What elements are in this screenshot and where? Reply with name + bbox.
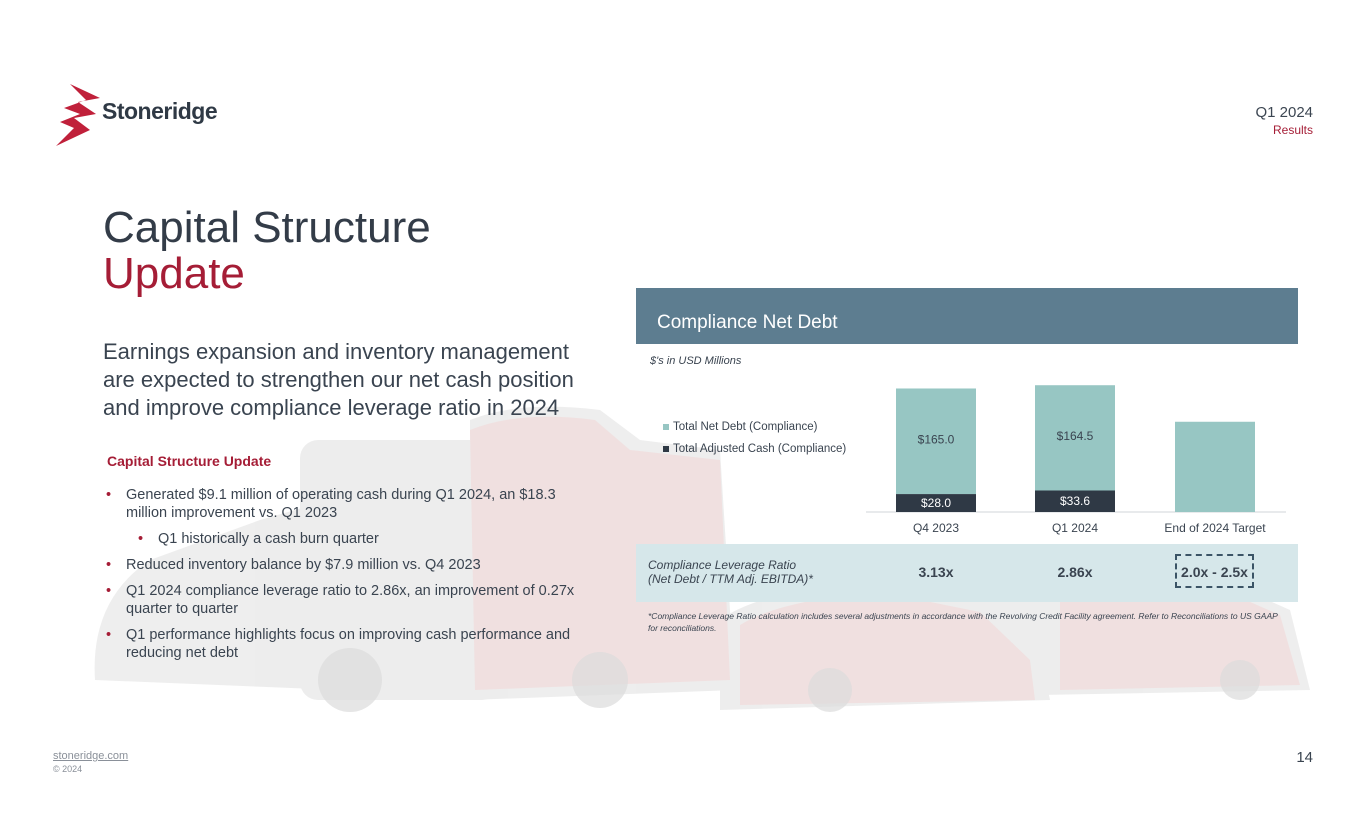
website-link[interactable]: stoneridge.com bbox=[53, 750, 129, 762]
chart-units-label: $'s in USD Millions bbox=[650, 355, 742, 367]
legend-label: Total Adjusted Cash (Compliance) bbox=[673, 443, 847, 455]
legend-swatch bbox=[663, 446, 669, 452]
page-subtitle: Earnings expansion and inventory management are expected to strengthen our net cash position and improve compliance leverage ratio in 2024 bbox=[103, 339, 574, 420]
page-title-accent: Update bbox=[103, 249, 245, 298]
leverage-ratio-q4-2023: 3.13x bbox=[918, 564, 954, 580]
bullet-item bbox=[106, 582, 596, 618]
data-label-adjusted-cash: $33.6 bbox=[1059, 494, 1091, 509]
leverage-ratio-label-line2: (Net Debt / TTM Adj. EBITDA)* bbox=[648, 572, 813, 586]
bullet-list bbox=[106, 486, 596, 670]
data-label-net-debt: $164.5 bbox=[1056, 428, 1094, 443]
leverage-ratio-q1-2024: 2.86x bbox=[1057, 564, 1093, 580]
legend-item-net-debt bbox=[663, 416, 846, 438]
period-results: Results bbox=[1272, 123, 1313, 137]
stoneridge-logo bbox=[50, 80, 220, 150]
category-label: Q1 2024 bbox=[1051, 521, 1099, 535]
data-label-adjusted-cash: $28.0 bbox=[920, 496, 952, 511]
bar-net-debt bbox=[1175, 422, 1255, 512]
page-title: Capital Structure bbox=[103, 203, 431, 252]
bullet-text: Reduced inventory balance by $7.9 million vs. Q4 2023 bbox=[126, 557, 481, 573]
panel-title: Compliance Net Debt bbox=[657, 312, 838, 333]
footnote: *Compliance Leverage Ratio calculation includes several adjustments in accordance with the Revolving Credit Facility agreement. Refer to Reconciliations to US GAAP for reconciliations. bbox=[648, 611, 1278, 633]
period-quarter: Q1 2024 bbox=[1255, 104, 1313, 121]
bullet-subitem bbox=[106, 530, 596, 548]
leverage-ratio-label bbox=[648, 558, 813, 586]
category-label: Q4 2023 bbox=[912, 521, 960, 535]
leverage-ratio-target-box bbox=[1175, 554, 1254, 588]
panel-header bbox=[636, 288, 1298, 344]
bullet-text: Q1 2024 compliance leverage ratio to 2.86x, an improvement of 0.27x quarter to quarter bbox=[126, 583, 575, 617]
bullet-dot-icon: • bbox=[106, 627, 112, 643]
bullet-item bbox=[106, 626, 596, 662]
logo-wordmark: Stoneridge bbox=[102, 98, 218, 124]
bullet-dot-icon: • bbox=[106, 583, 112, 599]
bullet-dot-icon: • bbox=[106, 487, 112, 503]
bullet-dot-icon: • bbox=[138, 531, 144, 547]
period-label bbox=[1255, 104, 1313, 138]
category-label: End of 2024 Target bbox=[1164, 521, 1266, 535]
bullet-text: Generated $9.1 million of operating cash during Q1 2024, an $18.3 million improvement vs. Q1 2023 bbox=[126, 487, 556, 521]
bullet-text: Q1 historically a cash burn quarter bbox=[158, 531, 379, 547]
bullet-text: Q1 performance highlights focus on improving cash performance and reducing net debt bbox=[126, 627, 571, 661]
bullet-dot-icon: • bbox=[106, 557, 112, 573]
legend-label: Total Net Debt (Compliance) bbox=[673, 421, 818, 433]
chart-legend bbox=[663, 416, 846, 460]
copyright: © 2024 bbox=[53, 764, 83, 774]
leverage-ratio-band bbox=[636, 544, 1298, 602]
data-label-net-debt: $165.0 bbox=[917, 432, 955, 447]
bullet-item bbox=[106, 486, 596, 522]
section-heading: Capital Structure Update bbox=[107, 453, 272, 469]
legend-item-adjusted-cash bbox=[663, 438, 846, 460]
page-number: 14 bbox=[1296, 749, 1313, 766]
bullet-item bbox=[106, 556, 596, 574]
leverage-ratio-label-line1: Compliance Leverage Ratio bbox=[648, 558, 797, 572]
legend-swatch bbox=[663, 424, 669, 430]
leverage-ratio-target: 2.0x - 2.5x bbox=[1181, 564, 1248, 580]
